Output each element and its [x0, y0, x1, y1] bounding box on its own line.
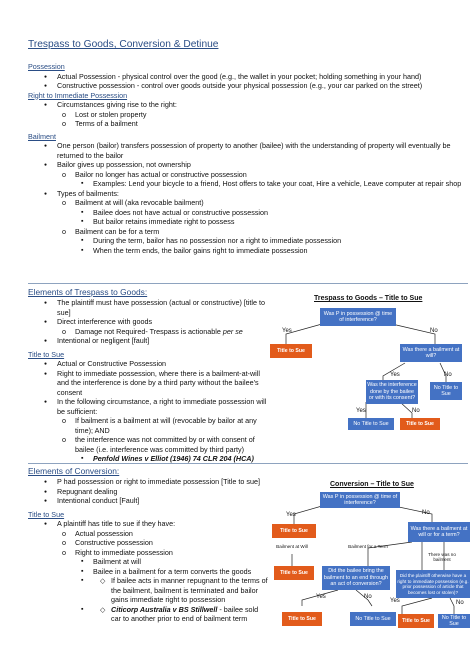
yes-label: Yes	[286, 512, 296, 518]
yes-label: Yes	[390, 372, 400, 378]
list-item: ● Intentional or negligent [fault]	[28, 336, 268, 346]
question-box: Did the plaintiff otherwise have a right to immediate possession (e.g. prior possession of article that becomes lost or stolen)?	[396, 570, 470, 598]
section-conversion	[28, 466, 268, 624]
list-item: ● P had possession or right to immediate possession [Title to sue]	[28, 477, 268, 487]
no-label: No	[444, 372, 452, 378]
section-possession	[28, 62, 468, 255]
trespass-elements-list	[28, 298, 268, 346]
outcome-title-to-sue: Title to Sue	[398, 614, 434, 628]
no-label: No	[456, 600, 464, 606]
list-item: ▪ Bailee does not have actual or constructive possession	[28, 208, 468, 218]
heading-bailment: Bailment	[28, 131, 56, 141]
bullet-diamond-icon: ▪ ◇	[100, 576, 106, 586]
list-item: o Terms of a bailment	[28, 119, 468, 129]
list-item: ● Circumstances giving rise to the right:	[28, 100, 468, 110]
list-item: ▪ Examples: Lend your bicycle to a friend, Host offers to take your coat, Hire a vehicle, Leave computer at repair shop	[28, 179, 468, 189]
branch-label-bailment-for-term: Bailment for a Term	[348, 544, 388, 549]
list-item	[28, 576, 268, 605]
flowchart-conversion	[272, 474, 470, 666]
outcome-no-title-to-sue: No Title to Sue	[438, 614, 470, 628]
outcome-title-to-sue: Title to Sue	[400, 418, 440, 430]
question-box: Was the interference done by the bailee or with its consent?	[366, 380, 418, 404]
question-box: Was there a bailment at will or for a term?	[408, 522, 470, 542]
yes-label: Yes	[356, 408, 366, 414]
case-citation: ▪ Penfold Wines v Elliot (1946) 74 CLR 204 (HCA)	[28, 454, 268, 464]
list-item: o Constructive possession	[28, 538, 268, 548]
question-box: Was P in possession @ time of interference?	[320, 492, 400, 508]
list-item	[28, 605, 268, 624]
list-item: ● Bailor gives up possession, not ownership	[28, 160, 468, 170]
list-item: ● A plaintiff has title to sue if they have:	[28, 519, 268, 529]
outcome-title-to-sue: Title to Sue	[272, 524, 316, 538]
list-item: ● Intentional conduct [Fault]	[28, 496, 268, 506]
list-item: o Bailment at will (aka revocable bailment)	[28, 198, 468, 208]
heading-possession: Possession	[28, 62, 65, 71]
list-item: o the interference was not committed by or with consent of bailee (i.e. interference was committed by third party)	[28, 435, 268, 454]
list-item: ▪ Bailee in a bailment for a term converts the goods	[28, 567, 268, 577]
section-divider	[28, 283, 468, 284]
list-item: o Right to immediate possession	[28, 548, 268, 558]
branch-label-bailment-at-will: Bailment at Will	[276, 544, 308, 549]
right-list	[28, 100, 468, 129]
list-item: ● Repugnant dealing	[28, 487, 268, 497]
list-item: o If bailment is a bailment at will (revocable by bailor at any time); AND	[28, 416, 268, 435]
heading-trespass-elements: Elements of Trespass to Goods:	[28, 287, 148, 297]
damage-text: Damage not Required- Trespass is actionable	[75, 326, 223, 336]
yes-label: Yes	[316, 594, 326, 600]
no-label: No	[364, 594, 372, 600]
list-item: o Actual possession	[28, 529, 268, 539]
section-divider	[28, 463, 468, 464]
no-label: No	[430, 328, 438, 334]
question-box: Was P in possession @ time of interference?	[320, 308, 396, 326]
list-item: ▪ During the term, bailor has no possession nor a right to immediate possession	[28, 236, 468, 246]
heading-title-to-sue: Title to Sue	[28, 349, 65, 359]
list-item: ▪ But bailor retains immediate right to possess	[28, 217, 468, 227]
bailment-list	[28, 141, 468, 255]
outcome-title-to-sue: Title to Sue	[270, 344, 312, 358]
list-item: o Bailor no longer has actual or constructive possession	[28, 170, 468, 180]
list-item: ● Actual Possession - physical control over the good (e.g., the wallet in your pocket; holding something in your hand)	[28, 72, 468, 82]
question-box: Did the bailee bring the bailment to an end through an act of conversion?	[322, 566, 390, 590]
bullet-diamond-icon: ▪ ◇	[100, 604, 106, 614]
conversion-elements-list	[28, 477, 268, 506]
flowchart-trespass	[270, 288, 470, 458]
question-box: Was there a bailment at will?	[400, 344, 462, 362]
heading-conversion-elements: Elements of Conversion:	[28, 466, 120, 476]
list-item: ● Types of bailments:	[28, 189, 468, 199]
case-citation: Citicorp Australia v BS Stillwell	[111, 604, 218, 614]
outcome-title-to-sue: Title to Sue	[274, 566, 314, 580]
flowchart-title: Trespass to Goods – Title to Sue	[314, 295, 423, 302]
outcome-no-title-to-sue: No Title to Sue	[350, 612, 396, 626]
no-label: No	[412, 408, 420, 414]
no-label: No	[422, 510, 430, 516]
list-item: ● Constructive possession - control over goods outside your physical possession (e.g., your car parked on the street)	[28, 81, 468, 91]
list-item: o Lost or stolen property	[28, 110, 468, 120]
list-item: ▪ Bailment at will	[28, 557, 268, 567]
list-item: o Bailment can be for a term	[28, 227, 468, 237]
list-item-text: If bailee acts in manner repugnant to the terms of the bailment, bailment is terminated and bailor gains immediate right to possession	[111, 576, 268, 605]
list-item	[28, 327, 268, 337]
yes-label: Yes	[282, 328, 292, 334]
list-item: ▪ When the term ends, the bailor gains right to immediate possession	[28, 246, 468, 256]
heading-title-to-sue: Title to Sue	[28, 509, 65, 519]
page-title: Trespass to Goods, Conversion & Detinue	[28, 39, 219, 50]
flowchart-title: Conversion – Title to Sue	[330, 481, 414, 488]
list-item-text: - bailee sold car to another prior to end of bailment term	[111, 604, 259, 624]
heading-right-to-immediate-possession: Right to Immediate Possession	[28, 90, 128, 100]
per-se-text: per se	[222, 326, 243, 336]
section-trespass	[28, 287, 268, 464]
possession-list	[28, 72, 468, 91]
list-item: ● In the following circumstance, a right to immediate possession will be sufficient:	[28, 397, 268, 416]
list-item: ● One person (bailor) transfers possession of property to another (bailee) with the understanding of property will eventually be returned to the bailor	[28, 141, 468, 160]
list-item: ● The plaintiff must have possession (actual or constructive) [title to sue]	[28, 298, 268, 317]
conversion-title-list	[28, 519, 268, 624]
list-item: ● Direct interference with goods	[28, 317, 268, 327]
yes-label: Yes	[390, 598, 400, 604]
branch-label-no-bailment: There was no bailment	[428, 552, 456, 563]
outcome-title-to-sue: Title to Sue	[282, 612, 322, 626]
outcome-no-title-to-sue: No Title to Sue	[348, 418, 394, 430]
trespass-title-list	[28, 359, 268, 464]
list-item: ● Actual or Constructive Possession	[28, 359, 268, 369]
outcome-no-title-to-sue: No Title to Sue	[430, 382, 462, 400]
list-item: ● Right to immediate possession, where there is a bailment-at-will and the interference is done by a third party without the bailee’s consent	[28, 369, 268, 398]
